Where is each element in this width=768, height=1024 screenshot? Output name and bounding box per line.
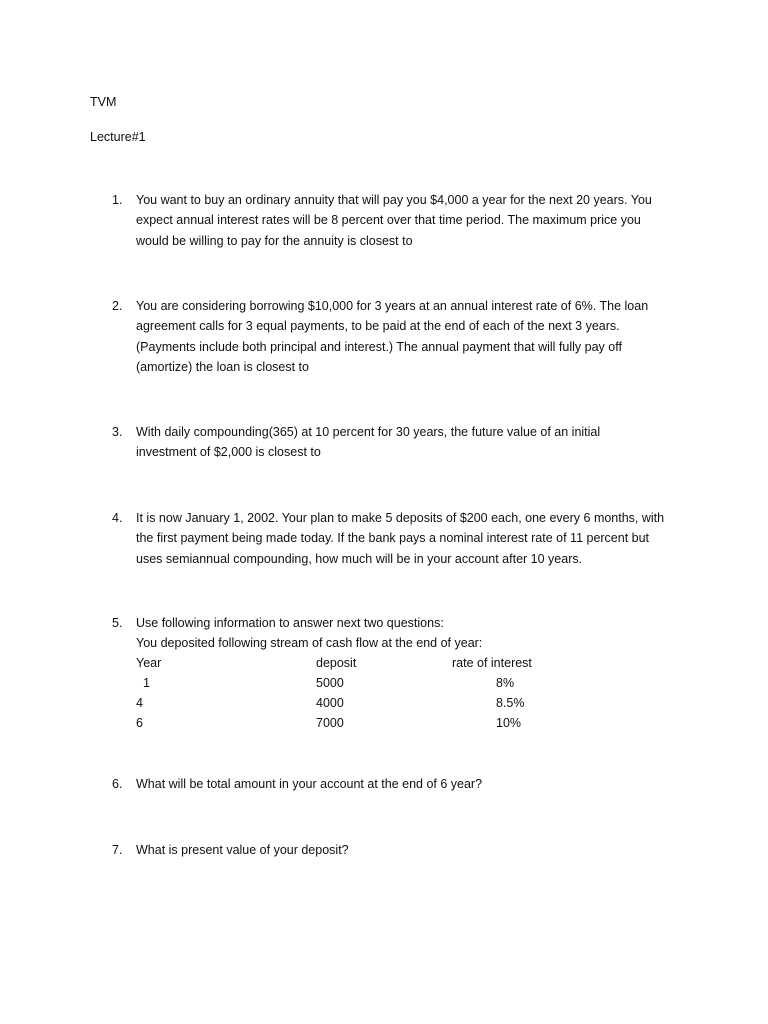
question-number: 3. <box>112 425 123 439</box>
table-cell-rate: 8% <box>496 676 515 690</box>
question-text <box>136 422 696 463</box>
question-line: You want to buy an ordinary annuity that will pay you $4,000 a year for the next 20 years. You <box>136 193 652 207</box>
question-line: It is now January 1, 2002. Your plan to make 5 deposits of $200 each, one every 6 months, with <box>136 511 665 525</box>
question-line: With daily compounding(365) at 10 percent for 30 years, the future value of an initial <box>136 425 601 439</box>
question-line: the first payment being made today. If the bank pays a nominal interest rate of 11 percent but <box>136 531 650 546</box>
question-number: 7. <box>112 843 123 857</box>
question-line: What will be total amount in your account at the end of 6 year? <box>136 777 483 791</box>
table-cell-rate: 8.5% <box>496 696 525 710</box>
question-line: agreement calls for 3 equal payments, to be paid at the end of each of the next 3 years. <box>136 319 620 334</box>
table-cell-deposit: 7000 <box>316 716 344 730</box>
table-cell-year: 6 <box>136 716 143 730</box>
table-cell-year: 1 <box>143 676 150 690</box>
question-number: 6. <box>112 777 123 791</box>
table-cell-deposit: 5000 <box>316 676 344 690</box>
question-number: 5. <box>112 616 123 630</box>
doc-title: TVM <box>90 95 117 109</box>
question-number: 2. <box>112 299 123 313</box>
doc-subtitle: Lecture#1 <box>90 130 146 144</box>
question-line: You deposited following stream of cash flow at the end of year: <box>136 636 483 651</box>
question-line: You are considering borrowing $10,000 for 3 years at an annual interest rate of 6%. The loan <box>136 299 649 313</box>
question-line: (amortize) the loan is closest to <box>136 359 309 374</box>
question-text <box>136 774 696 794</box>
question-number: 4. <box>112 511 123 525</box>
question-line: uses semiannual compounding, how much will be in your account after 10 years. <box>136 551 583 566</box>
table-cell-rate: 10% <box>496 716 522 730</box>
table-header-year: Year <box>136 656 162 670</box>
table-cell-deposit: 4000 <box>316 696 344 710</box>
table-header-rate: rate of interest <box>452 656 532 670</box>
table-header-deposit: deposit <box>316 656 357 670</box>
question-text <box>136 296 696 377</box>
question-line: What is present value of your deposit? <box>136 843 349 857</box>
question-line: (Payments include both principal and interest.) The annual payment that will fully pay off <box>136 339 622 354</box>
question-line: Use following information to answer next two questions: <box>136 616 444 630</box>
question-line: expect annual interest rates will be 8 percent over that time period. The maximum price you <box>136 213 641 228</box>
question-text <box>136 190 696 251</box>
question-number: 1. <box>112 193 123 207</box>
question-text <box>136 508 696 569</box>
question-text <box>136 840 696 860</box>
question-line: investment of $2,000 is closest to <box>136 445 321 460</box>
table-cell-year: 4 <box>136 696 143 710</box>
question-line: would be willing to pay for the annuity is closest to <box>136 233 413 248</box>
question-text <box>136 613 696 654</box>
